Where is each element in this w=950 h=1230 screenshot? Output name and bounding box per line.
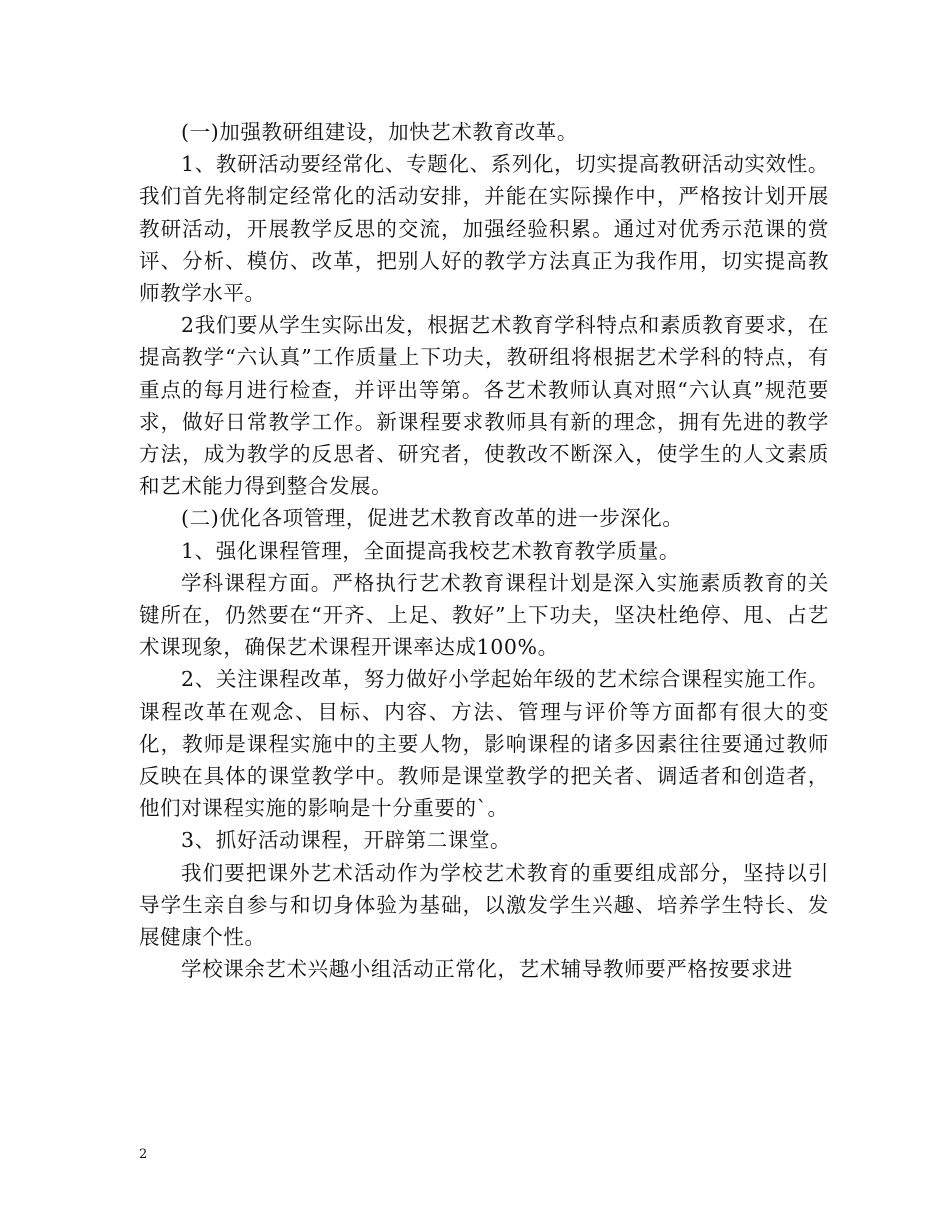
body-paragraph: 1、强化课程管理，全面提高我校艺术教育教学质量。 <box>181 538 680 563</box>
body-paragraph: 2、关注课程改革，努力做好小学起始年级的艺术综合课程实施工作。课程改革在观念、目标、内容、方法、管理与评价等方面都有很大的变化，教师是课程实施中的主要人物，影响课程的诸多因素往往要通过教师反映在具体的课堂教学中。教师是课堂教学的把关者、调适者和创造者，他们对课程实施的影响是十分重要的`。 <box>139 667 829 821</box>
page-number: 2 <box>139 1147 148 1162</box>
section-heading-1: (一)加强教研组建设，加快艺术教育改革。 <box>181 120 578 144</box>
body-paragraph: 1、教研活动要经常化、专题化、系列化，切实提高教研活动实效性。我们首先将制定经常化的活动安排，并能在实际操作中，严格按计划开展教研活动，开展教学反思的交流，加强经验积累。通过对优秀示范课的赏评、分析、模仿、改革，把别人好的教学方法真正为我作用，切实提高教师教学水平。 <box>139 152 829 306</box>
document-body <box>139 116 829 985</box>
body-paragraph: 学科课程方面。严格执行艺术教育课程计划是深入实施素质教育的关键所在，仍然要在“开齐、上足、教好”上下功夫，坚决杜绝停、甩、占艺术课现象，确保艺术课程开课率达成100%。 <box>139 570 829 660</box>
section-heading-2: (二)优化各项管理，促进艺术教育改革的进一步深化。 <box>181 506 684 531</box>
body-paragraph: 我们要把课外艺术活动作为学校艺术教育的重要组成部分，坚持以引导学生亲自参与和切身体验为基础，以激发学生兴趣、培养学生特长、发展健康个性。 <box>139 860 829 950</box>
body-paragraph: 学校课余艺术兴趣小组活动正常化，艺术辅导教师要严格按要求进 <box>181 957 793 982</box>
body-paragraph: 2我们要从学生实际出发，根据艺术教育学科特点和素质教育要求，在提高教学“六认真”工作质量上下功夫，教研组将根据艺术学科的特点，有重点的每月进行检查，并评出等第。各艺术教师认真对照“六认真”规范要求，做好日常教学工作。新课程要求教师具有新的理念，拥有先进的教学方法，成为教学的反思者、研究者，使教改不断深入，使学生的人文素质和艺术能力得到整合发展。 <box>139 313 829 499</box>
body-paragraph: 3、抓好活动课程，开辟第二课堂。 <box>181 828 512 853</box>
